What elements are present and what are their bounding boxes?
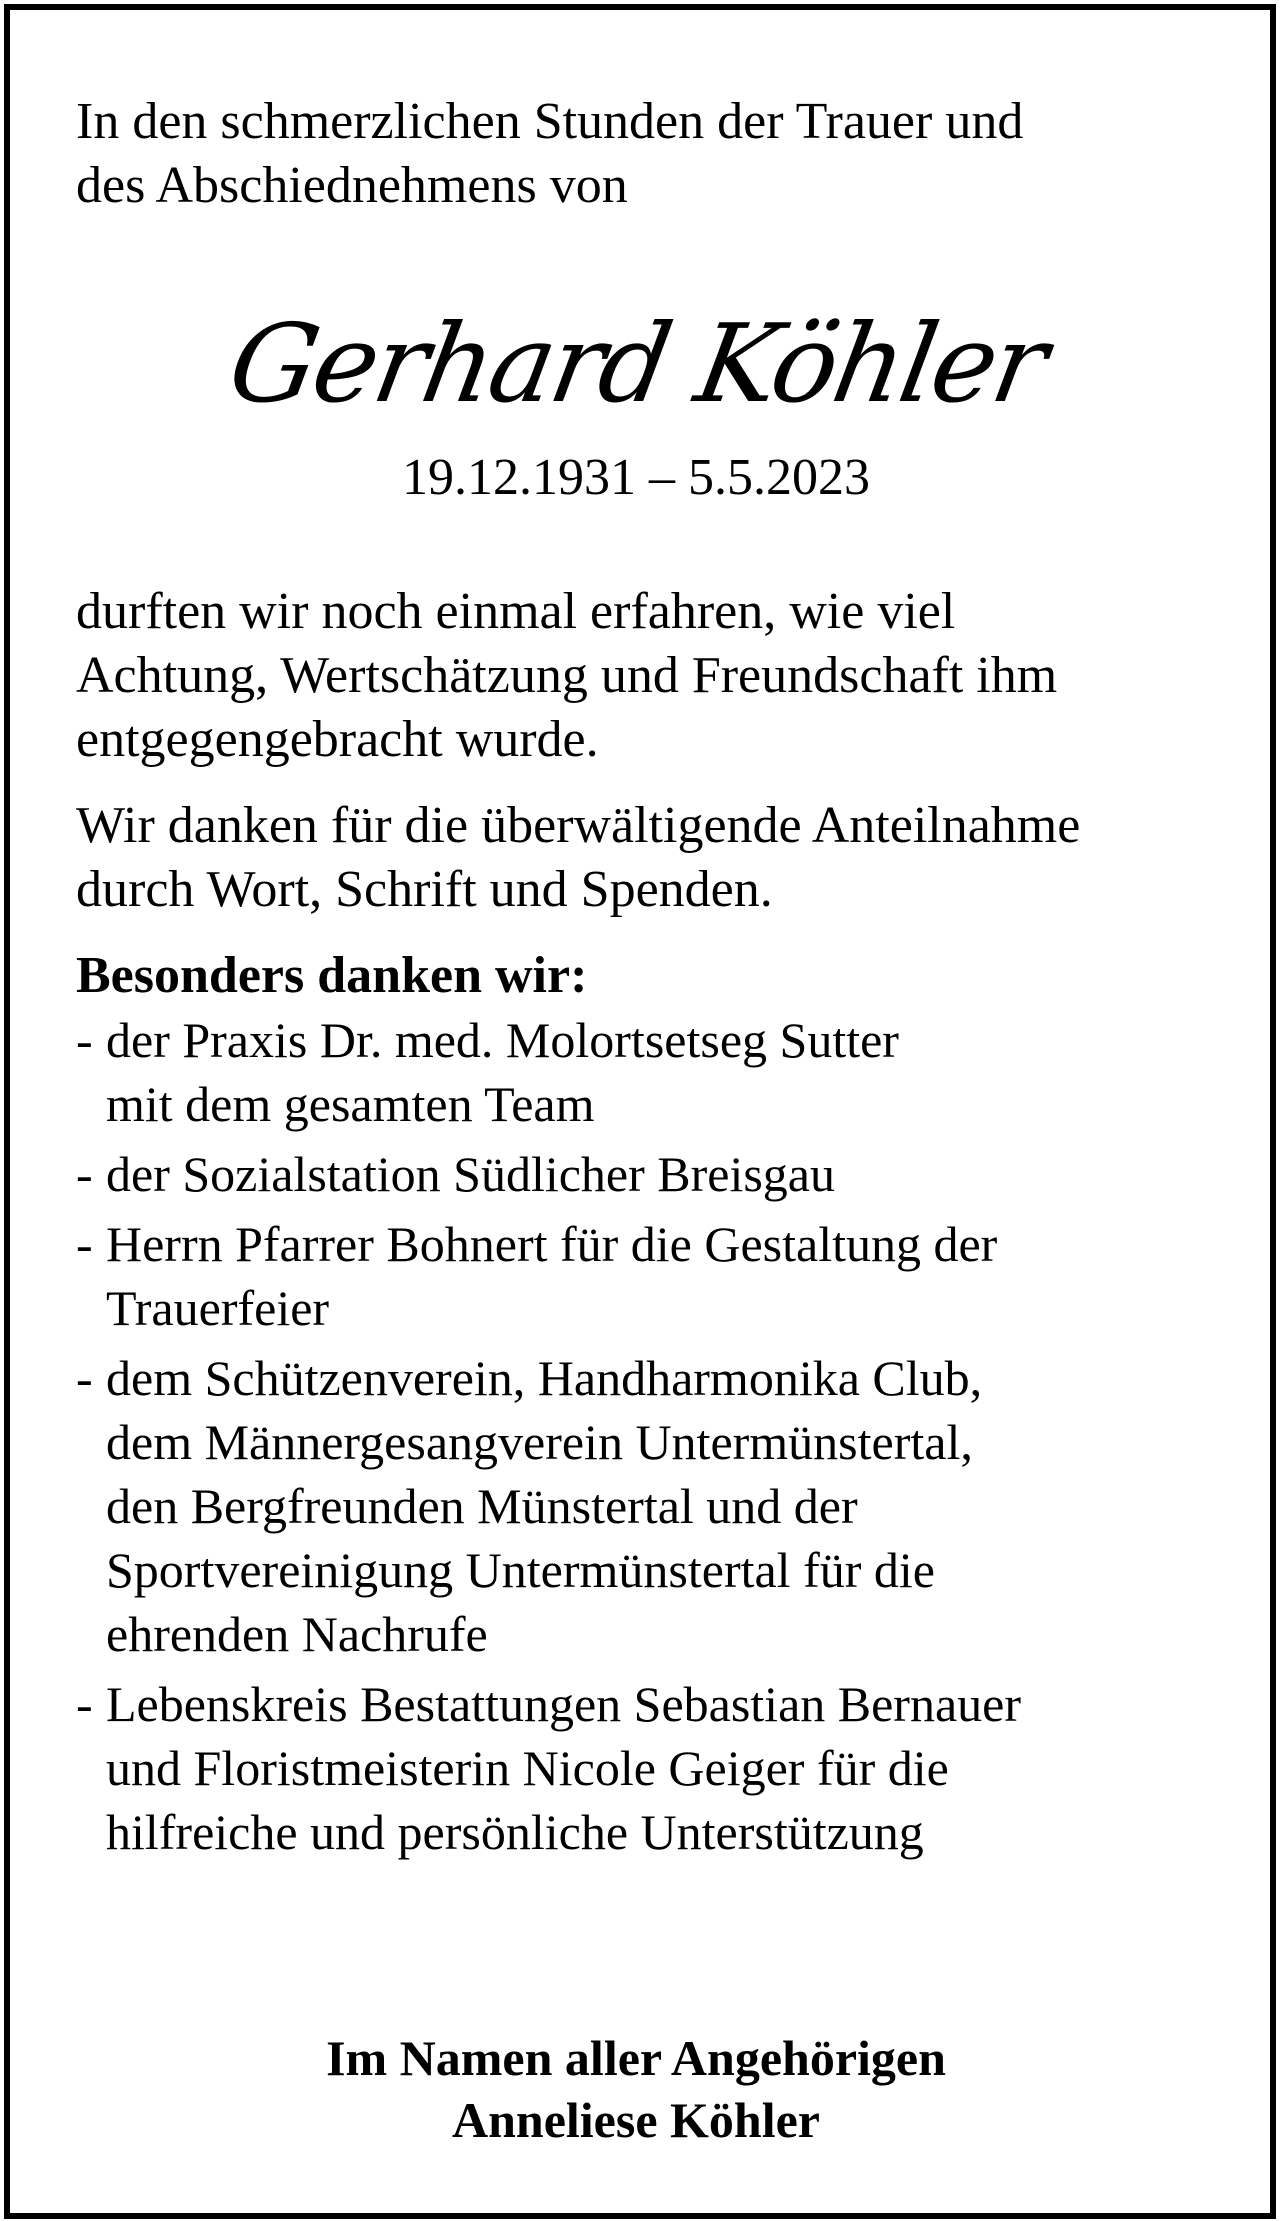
thanks-item-line: Herrn Pfarrer Bohnert für die Gestaltung der <box>106 1216 998 1272</box>
deceased-name: Gerhard Köhler <box>220 302 1054 427</box>
thanks-item <box>76 1008 1226 1136</box>
thanks-item-line: der Sozialstation Südlicher Breisgau <box>106 1146 836 1202</box>
thanks-item-line: mit dem gesamten Team <box>106 1076 595 1132</box>
list-dash: - <box>76 1216 93 1272</box>
thanks-item <box>76 1142 1226 1206</box>
thanks-item-line: hilfreiche und persönliche Unterstützung <box>106 1804 924 1860</box>
paragraph-line: durften wir noch einmal erfahren, wie viel <box>76 583 956 640</box>
thanks-item-line: dem Männergesangverein Untermünstertal, <box>106 1414 973 1470</box>
signatory-name: Anneliese Köhler <box>451 2092 821 2148</box>
thanks-item <box>76 1672 1226 1864</box>
thanks-item <box>76 1346 1226 1666</box>
thanks-item-line: Sportvereinigung Untermünstertal für die <box>106 1542 935 1598</box>
paragraph-line: entgegengebracht wurde. <box>76 711 599 768</box>
list-dash: - <box>76 1350 93 1406</box>
list-dash: - <box>76 1012 93 1068</box>
intro-line: des Abschiednehmens von <box>76 157 628 214</box>
thanks-item <box>76 1212 1226 1340</box>
main-text <box>76 580 1226 1870</box>
closing-line: Im Namen aller Angehörigen <box>326 2030 946 2086</box>
signature-block <box>0 2027 1272 2151</box>
paragraph-line: Wir danken für die überwältigende Anteilnahme <box>76 797 1081 854</box>
list-dash: - <box>76 1146 93 1202</box>
thanks-item-line: Lebenskreis Bestattungen Sebastian Bernauer <box>106 1676 1021 1732</box>
thanks-item-line: und Floristmeisterin Nicole Geiger für die <box>106 1740 949 1796</box>
thanks-heading: Besonders danken wir: <box>76 947 588 1004</box>
paragraph-line: Achtung, Wertschätzung und Freundschaft ihm <box>76 647 1058 704</box>
thanks-item-line: der Praxis Dr. med. Molortsetseg Sutter <box>106 1012 899 1068</box>
list-dash: - <box>76 1676 93 1732</box>
intro-text <box>76 90 1216 218</box>
life-dates: 19.12.1931 – 5.5.2023 <box>402 449 870 506</box>
thanks-item-line: dem Schützenverein, Handharmonika Club, <box>106 1350 983 1406</box>
thanks-item-line: den Bergfreunden Münstertal und der <box>106 1478 858 1534</box>
paragraph-line: durch Wort, Schrift und Spenden. <box>76 861 773 918</box>
thanks-item-line: Trauerfeier <box>106 1280 330 1336</box>
thanks-item-line: ehrenden Nachrufe <box>106 1606 488 1662</box>
intro-line: In den schmerzlichen Stunden der Trauer und <box>76 93 1024 150</box>
